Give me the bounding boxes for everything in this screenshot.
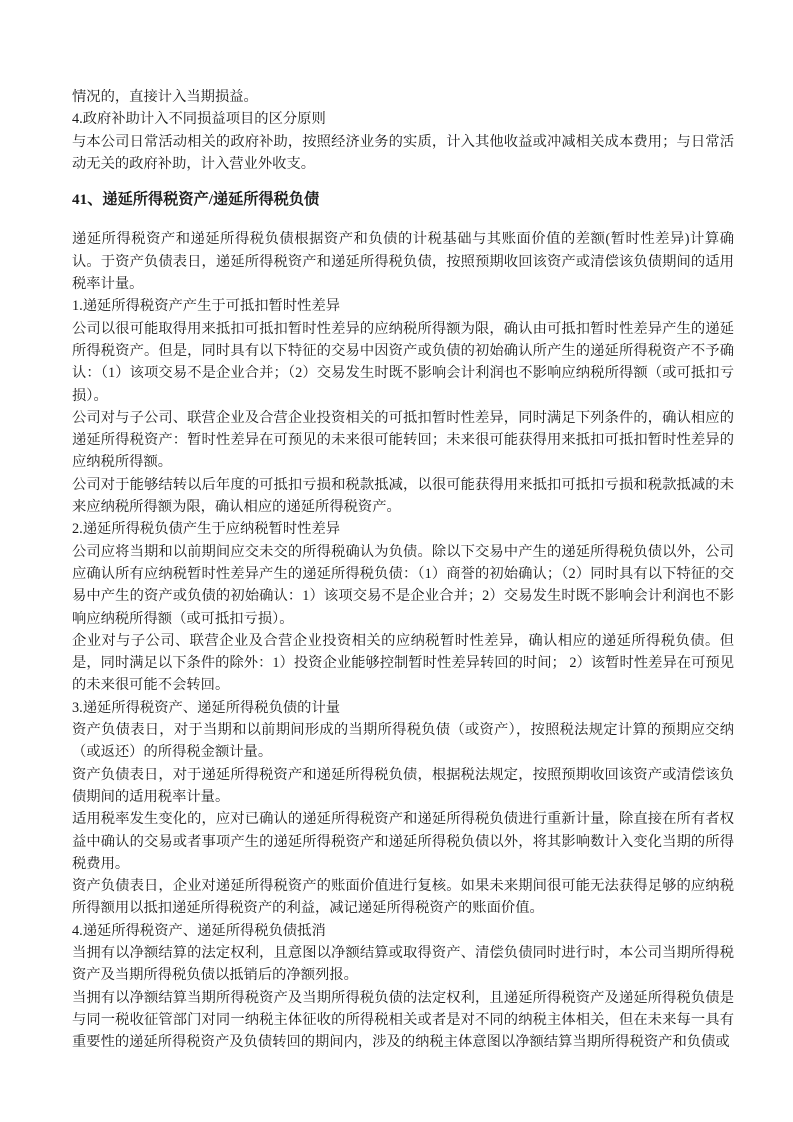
paragraph: 公司对与子公司、联营企业及合营企业投资相关的可抵扣暂时性差异，同时满足下列条件的，确认相应的递延所得税资产：暂时性差异在可预见的未来很可能转回；未来很可能获得用来抵扣可抵扣暂时性差异的应纳税所得额。 bbox=[72, 409, 734, 471]
paragraph: 资产负债表日，对于当期和以前期间形成的当期所得税负债（或资产），按照税法规定计算的预期应交纳（或返还）的所得税金额计量。 bbox=[72, 722, 734, 761]
numbered-item-2: 2.递延所得税负债产生于应纳税暂时性差异 bbox=[72, 521, 341, 538]
paragraph: 企业对与子公司、联营企业及合营企业投资相关的应纳税暂时性差异，确认相应的递延所得税负债。但是，同时满足以下条件的除外：1）投资企业能够控制暂时性差异转回的时间； 2）该暂时性差异在可预见的未来很可能不会转回。 bbox=[72, 632, 734, 694]
paragraph-continuation: 情况的，直接计入当期损益。 bbox=[72, 89, 258, 105]
paragraph: 当拥有以净额结算当期所得税资产及当期所得税负债的法定权利，且递延所得税资产及递延所得税负债是与同一税收征管部门对同一纳税主体征收的所得税相关或者是对不同的纳税主体相关，但在未来每一具有重要性的递延所得税资产及负债转回的期间内，涉及的纳税主体意图以净额结算当期所得税资产和负债或 bbox=[72, 989, 734, 1051]
numbered-item-3: 3.递延所得税资产、递延所得税负债的计量 bbox=[72, 699, 341, 716]
paragraph: 递延所得税资产和递延所得税负债根据资产和负债的计税基础与其账面价值的差额(暂时性差异)计算确认。于资产负债表日，递延所得税资产和递延所得税负债，按照预期收回该资产或清偿该负债期间的适用税率计量。 bbox=[72, 231, 734, 293]
paragraph: 与本公司日常活动相关的政府补助，按照经济业务的实质，计入其他收益或冲减相关成本费用；与日常活动无关的政府补助，计入营业外收支。 bbox=[72, 133, 734, 172]
numbered-item-4-offset: 4.递延所得税资产、递延所得税负债抵消 bbox=[72, 922, 326, 939]
document-content bbox=[72, 86, 734, 1053]
paragraph: 资产负债表日，企业对递延所得税资产的账面价值进行复核。如果未来期间很可能无法获得足够的应纳税所得额用以抵扣递延所得税资产的利益，减记递延所得税资产的账面价值。 bbox=[72, 878, 734, 917]
paragraph: 适用税率发生变化的，应对已确认的递延所得税资产和递延所得税负债进行重新计量，除直接在所有者权益中确认的交易或者事项产生的递延所得税资产和递延所得税负债以外，将其影响数计入变化当期的所得税费用。 bbox=[72, 811, 734, 872]
numbered-item-1: 1.递延所得税资产产生于可抵扣暂时性差异 bbox=[72, 298, 341, 315]
paragraph: 当拥有以净额结算的法定权利，且意图以净额结算或取得资产、清偿负债同时进行时，本公司当期所得税资产及当期所得税负债以抵销后的净额列报。 bbox=[72, 944, 734, 984]
numbered-item-4-government-grants: 4.政府补助计入不同损益项目的区分原则 bbox=[72, 111, 326, 128]
paragraph: 公司应将当期和以前期间应交未交的所得税确认为负债。除以下交易中产生的递延所得税负债以外，公司应确认所有应纳税暂时性差异产生的递延所得税负债：（1）商誉的初始确认；（2）同时具有以下特征的交易中产生的资产或负债的初始确认：1）该项交易不是企业合并；2）交易发生时既不影响会计利润也不影响应纳税所得额（或可抵扣亏损）。 bbox=[72, 543, 734, 627]
paragraph: 公司对于能够结转以后年度的可抵扣亏损和税款抵减，以很可能获得用来抵扣可抵扣亏损和税款抵减的未来应纳税所得额为限，确认相应的递延所得税资产。 bbox=[72, 476, 734, 516]
section-heading-41: 41、递延所得税资产/递延所得税负债 bbox=[72, 191, 320, 209]
paragraph: 公司以很可能取得用来抵扣可抵扣暂时性差异的应纳税所得额为限，确认由可抵扣暂时性差异产生的递延所得税资产。但是，同时具有以下特征的交易中因资产或负债的初始确认所产生的递延所得税资产不予确认：（1）该项交易不是企业合并；（2）交易发生时既不影响会计利润也不影响应纳税所得额（或可抵扣亏损）。 bbox=[72, 320, 734, 404]
paragraph: 资产负债表日，对于递延所得税资产和递延所得税负债，根据税法规定，按照预期收回该资产或清偿该负债期间的适用税率计量。 bbox=[72, 766, 734, 805]
